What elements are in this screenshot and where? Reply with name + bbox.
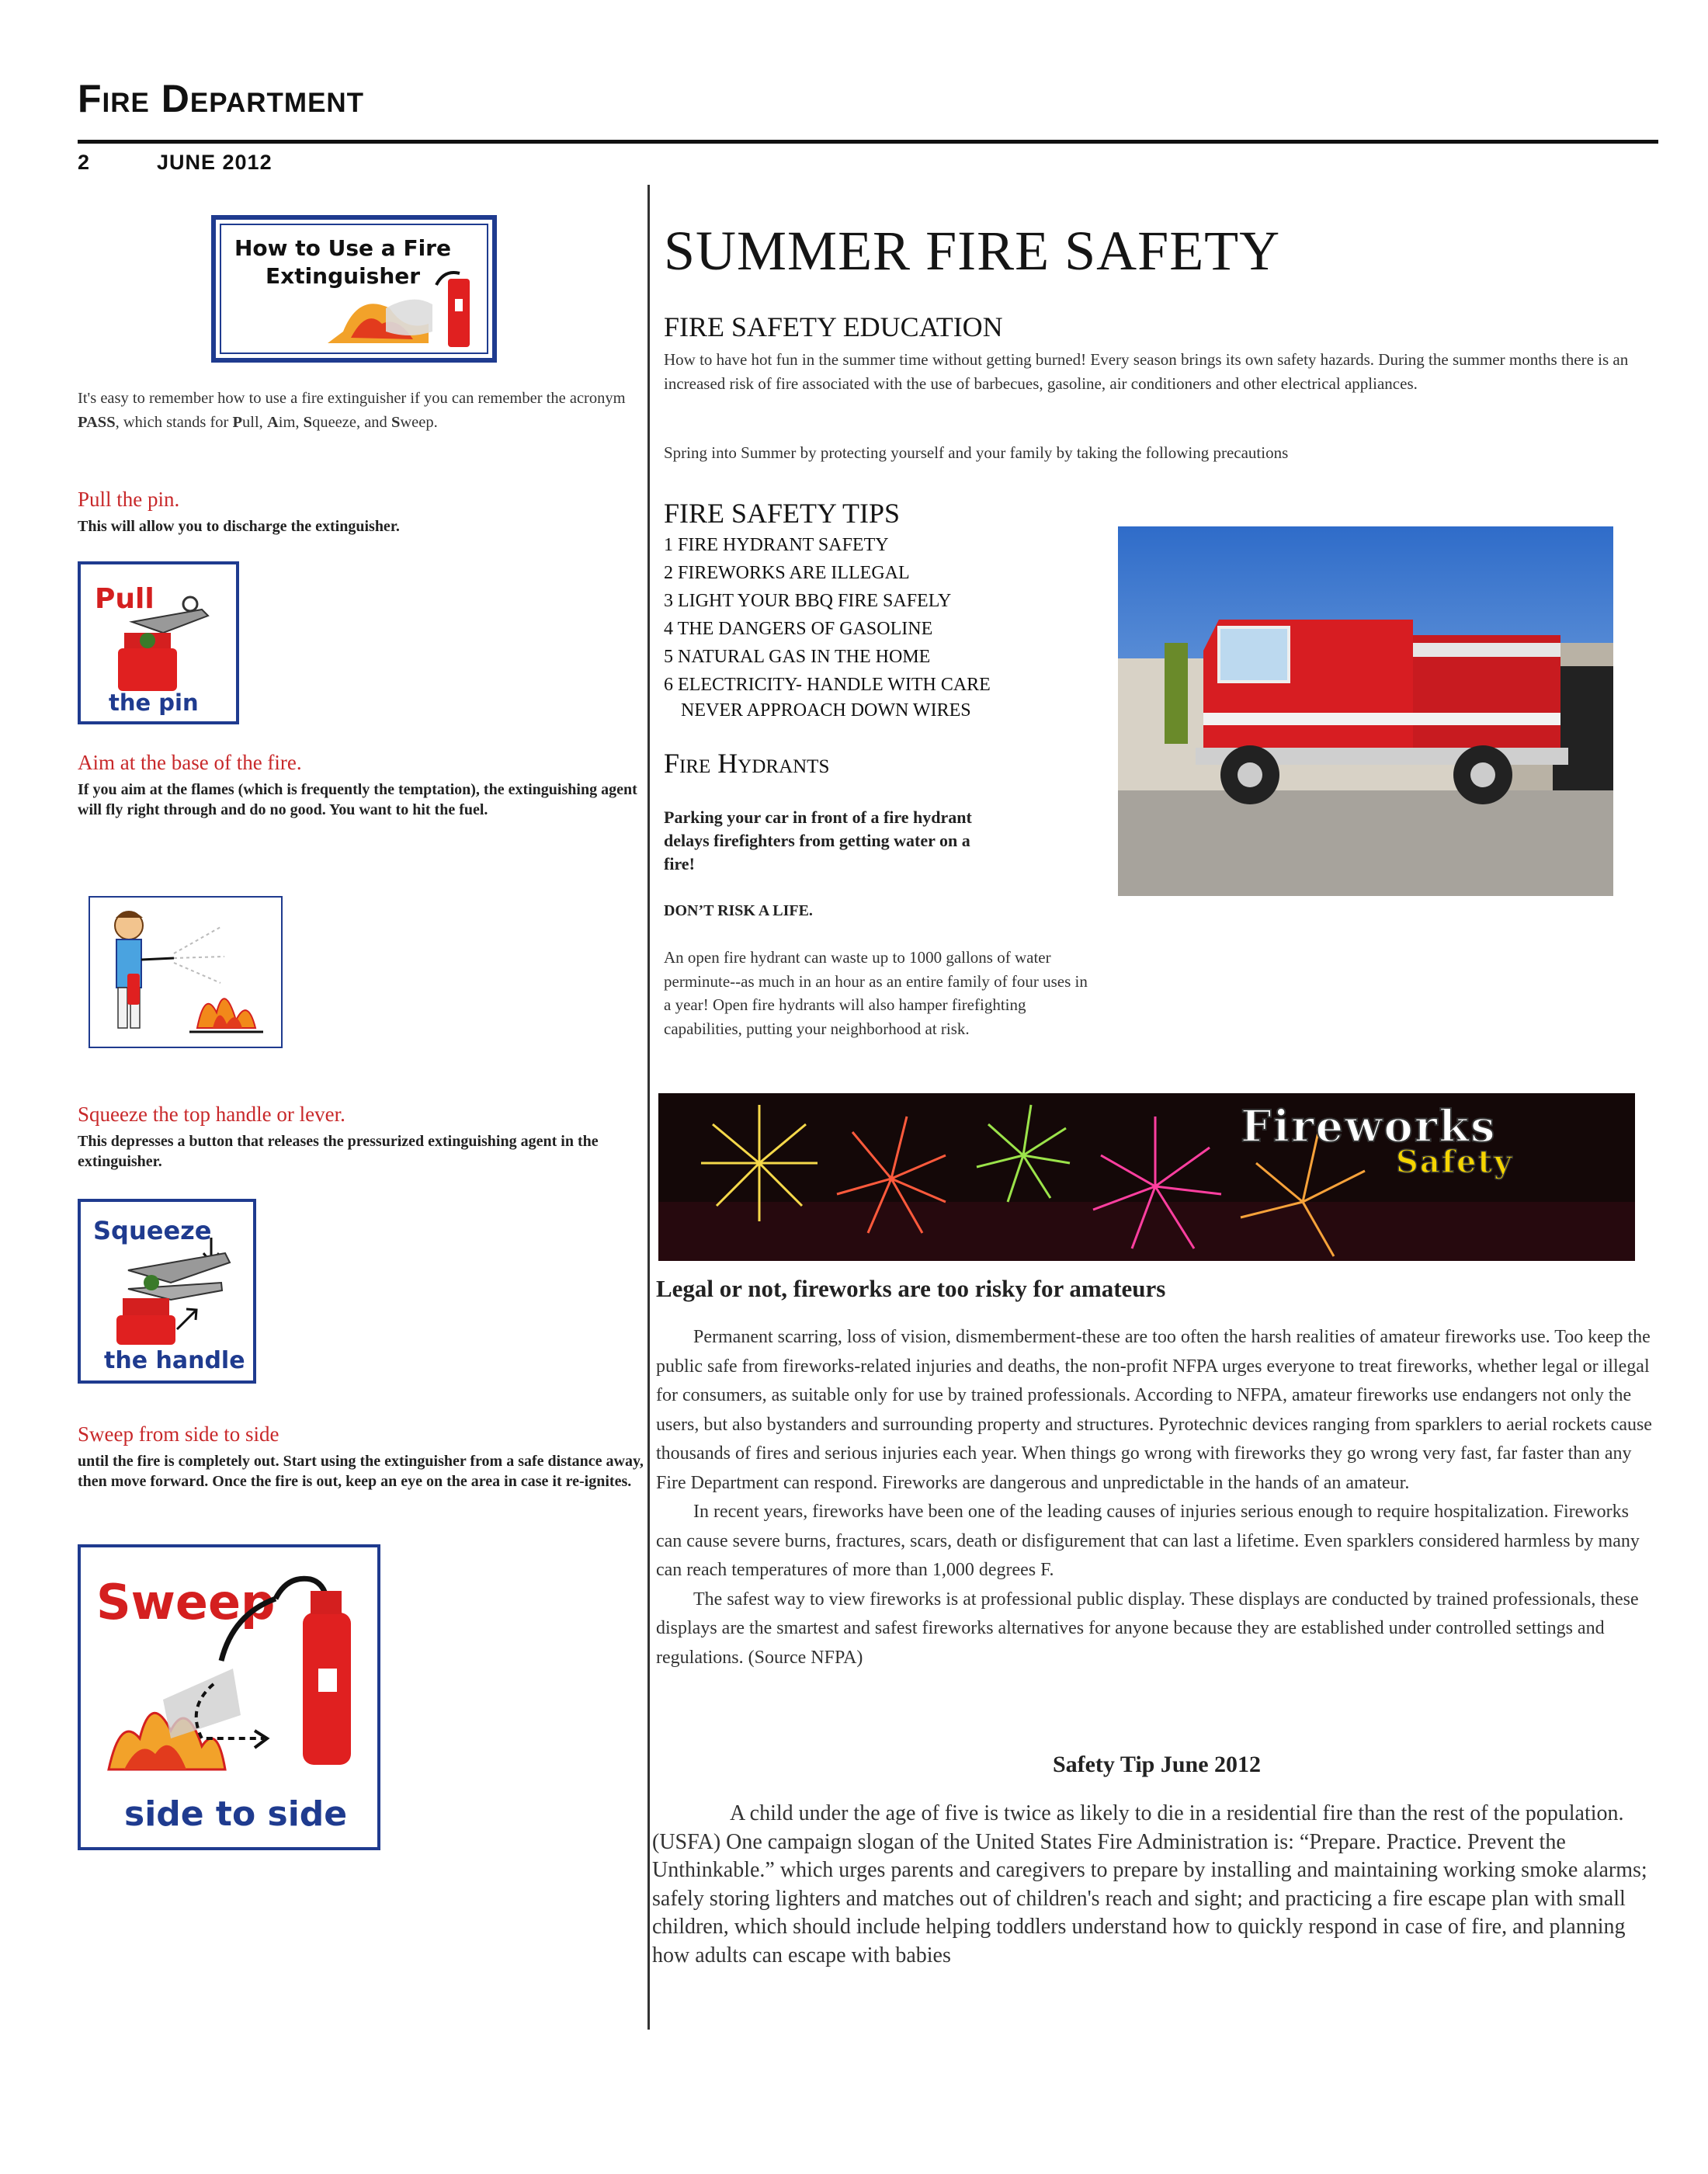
education-text: How to have hot fun in the summer time without getting burned! Every season brings its own safety hazards. During the summer months there is an increased risk of fire associated with the use of barbecues, gasoline, air conditioners and other electrical appliances. [664,350,1629,393]
step-pull-text: This will allow you to discharge the extinguisher. [78,518,400,535]
banner-word-1: Fireworks [1241,1101,1497,1152]
tips-list [664,531,1099,722]
education-heading: FIRE SAFETY EDUCATION [664,311,1003,342]
page-title: SUMMER FIRE SAFETY [664,220,1281,282]
step-sweep-heading: Sweep from side to side [78,1422,279,1446]
legal-paragraph-3: The safest way to view fireworks is at professional public display. These displays are conducted by trained professionals, these displays are the smartest and safest fireworks alternatives for anyone because they are established under controlled settings and regulations. (Source NFPA) [656,1589,1639,1668]
step-squeeze-heading: Squeeze the top handle or lever. [78,1103,345,1126]
extinguisher-logo [211,215,497,363]
step-pull-heading: Pull the pin. [78,488,180,511]
page-number: 2 [78,151,91,174]
tip-item: 3 LIGHT YOUR BBQ FIRE SAFELY [664,591,952,611]
extinguisher-logo-graphic [211,215,497,363]
legal-paragraph-2: In recent years, fireworks have been one of the leading causes of injuries serious enough to require hospitalization. Fireworks can cause severe burns, fractures, scars, death or disfigurement that can last a lifetime. Even sparklers considered harmless by many can reach temperatures of more than 1,000 degrees F. [656,1502,1640,1580]
squeeze-label-1: Squeeze [93,1216,212,1245]
step-aim-heading: Aim at the base of the fire. [78,751,302,774]
issue-line [78,151,273,175]
hydrants-heading: Fire Hydrants [664,748,830,779]
hydrants-text: An open fire hydrant can waste up to 1000 gallons of water perminute--as much in an hour as an entire family of four uses in a year! Open fire hydrants will also hamper firefighting capabilities, putting your neighborhood at risk. [664,948,1088,1038]
tip-item: 1 FIRE HYDRANT SAFETY [664,535,889,555]
hydrants-risk: DON’T RISK A LIFE. [664,902,813,919]
step-sweep-text: until the fire is completely out. Start using the extinguisher from a safe distance away, then move forward. Once the fire is out, keep an eye on the area in case it re-ignites. [78,1453,644,1490]
tip-item: 5 NATURAL GAS IN THE HOME [664,647,931,667]
tip-item: 4 THE DANGERS OF GASOLINE [664,619,933,639]
aim-fire-icon [89,896,283,1048]
pull-label-2: the pin [109,689,199,716]
fire-truck-image [1118,526,1613,896]
tip-item: 2 FIREWORKS ARE ILLEGAL [664,563,910,583]
logo-text-2: Extinguisher [266,263,421,289]
pass-intro: It's easy to remember how to use a fire extinguisher if you can remember the acronym PASS, which stands for Pull, Aim, Squeeze, and Sweep. [78,390,626,431]
squeeze-label-2: the handle [104,1347,245,1374]
safety-tip-heading: Safety Tip June 2012 [1052,1752,1262,1777]
pull-label-1: Pull [95,583,154,615]
tip-sub-item: NEVER APPROACH DOWN WIRES [681,700,971,721]
fire-truck-photo [1118,526,1613,896]
sweep-side-icon [78,1544,380,1850]
legal-paragraph-1: Permanent scarring, loss of vision, dismemberment-these are too often the harsh realities of amateur fireworks use. Too keep the public safe from fireworks-related injuries and deaths, the non-profit NFPA urges everyone to treat fireworks, whether legal or illegal for consumers, as suitable only for use by trained professionals. According to NFPA, amateur fireworks use endangers not only the users, but also bystanders and surrounding property and structures. Pyrotechnic devices ranging from sparklers to aerial rockets cause thousands of fires and serious injuries each year. When things go wrong with fireworks they go wrong very fast, far faster than any Fire Department can respond. Fireworks are dangerous and unpredictable in the hands of an amateur. [656,1327,1652,1493]
tips-heading: FIRE SAFETY TIPS [664,498,901,529]
fireworks-banner [658,1093,1635,1261]
logo-text-1: How to Use a Fire [234,235,451,261]
legal-body [656,1323,1658,1672]
squeeze-handle-icon [78,1199,256,1384]
step-squeeze-text: This depresses a button that releases the pressurized extinguishing agent in the extinguisher. [78,1133,599,1170]
step-aim-text: If you aim at the flames (which is frequently the temptation), the extinguishing agent will fly right through and do no good. You want to hit the fuel. [78,781,637,818]
masthead-title: Fire Department [78,77,365,120]
masthead-rule [78,140,1658,144]
education-text-2: Spring into Summer by protecting yourself and your family by taking the following precautions [664,443,1289,462]
safety-tip-text: A child under the age of five is twice as likely to die in a residential fire than the rest of the population. (USFA) One campaign slogan of the United States Fire Administration is: “Prepare. Practice. Prevent the Unthinkable.” which urges parents and caregivers to prepare by installing and maintaining working smoke alarms; safely storing lighters and matches out of children's reach and sight; and practicing a fire escape plan with small children, which should include helping toddlers understand how to quickly respond in case of fire, and planning how adults can escape with babies [652,1801,1647,1967]
banner-word-2: Safety [1396,1144,1514,1180]
legal-heading: Legal or not, fireworks are too risky for amateurs [656,1275,1166,1302]
sweep-label-1: Sweep [96,1574,276,1630]
issue-date: JUNE 2012 [157,151,273,174]
column-divider [647,185,650,2030]
sweep-label-2: side to side [124,1794,348,1834]
pull-pin-icon [78,561,239,724]
fireworks-banner-image [658,1093,1635,1261]
hydrants-bold-text: Parking your car in front of a fire hydrant delays firefighters from getting water on a fire! [664,807,972,873]
tip-item: 6 ELECTRICITY- HANDLE WITH CARE [664,675,991,695]
